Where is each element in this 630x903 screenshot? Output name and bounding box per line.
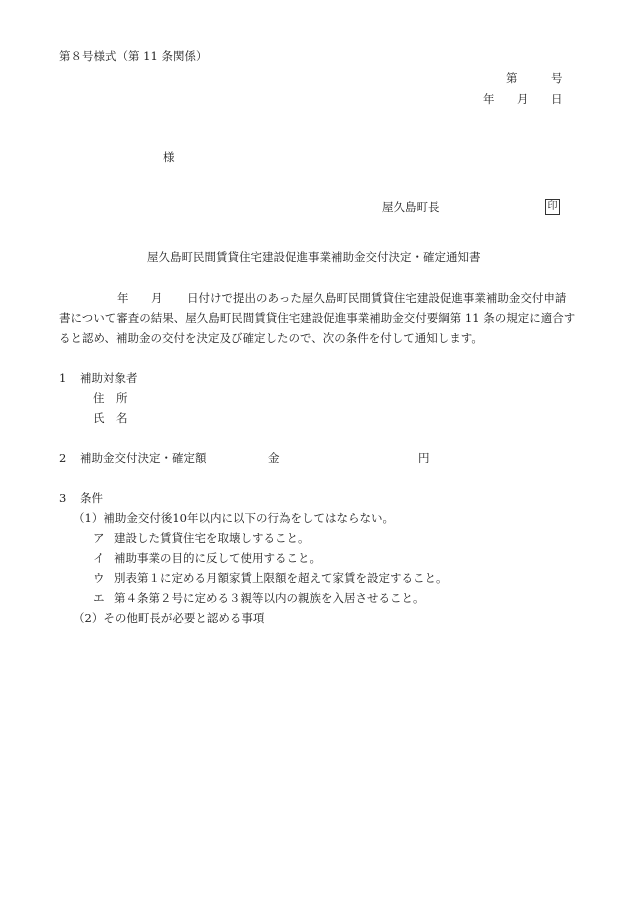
subitem-mark: エ <box>93 591 105 605</box>
date-day: 日 <box>551 92 563 106</box>
subitem-text: 第４条第２号に定める３親等以内の親族を入居させること。 <box>114 591 425 605</box>
subitem-mark: ア <box>93 531 105 545</box>
body-line1-rest: 日付けで提出のあった屋久島町民間賃貸住宅建設促進事業補助金交付申請 <box>187 291 567 305</box>
date-month: 月 <box>517 92 529 106</box>
subitem-mark: イ <box>93 551 105 565</box>
body-date-month: 月 <box>151 291 163 305</box>
amount-prefix: 金 <box>268 451 280 465</box>
section2-heading: 補助金交付決定・確定額 <box>80 451 207 465</box>
amount-unit: 円 <box>418 451 430 465</box>
doc-number-prefix: 第 <box>506 71 518 85</box>
body-line3: ると認め、補助金の交付を決定及び確定したので、次の条件を付して通知します。 <box>59 331 483 345</box>
subitem-text: 補助事業の目的に反して使用すること。 <box>114 551 321 565</box>
name-label: 氏 名 <box>93 411 128 425</box>
form-label: 第８号様式（第 11 条関係） <box>59 49 208 63</box>
subitem-mark: ウ <box>93 571 105 585</box>
body-line2: 書について審査の結果、屋久島町民間賃貸住宅建設促進事業補助金交付要綱第 11 条の規定に適合す <box>59 311 576 325</box>
issuer: 屋久島町長 <box>382 200 440 214</box>
document-title: 屋久島町民間賃貸住宅建設促進事業補助金交付決定・確定通知書 <box>147 250 481 264</box>
condition-item-2: （2）その他町長が必要と認める事項 <box>73 611 265 625</box>
section1-number: 1 <box>59 371 67 385</box>
addressee-honorific: 様 <box>163 150 175 164</box>
seal-label: 印 <box>547 201 558 212</box>
subitem-text: 別表第１に定める月額家賃上限額を超えて家賃を設定すること。 <box>114 571 448 585</box>
condition-item-1: （1）補助金交付後10年以内に以下の行為をしてはならない。 <box>73 511 394 525</box>
section2-number: 2 <box>59 451 67 465</box>
address-label: 住 所 <box>93 391 128 405</box>
section1-heading: 補助対象者 <box>80 371 138 385</box>
section3-number: 3 <box>59 491 67 505</box>
subitem-text: 建設した賃貸住宅を取壊しすること。 <box>114 531 310 545</box>
date-year: 年 <box>483 92 495 106</box>
seal-stamp <box>545 199 560 215</box>
section3-heading: 条件 <box>80 491 103 505</box>
body-date-year: 年 <box>117 291 129 305</box>
doc-number-suffix: 号 <box>551 71 563 85</box>
